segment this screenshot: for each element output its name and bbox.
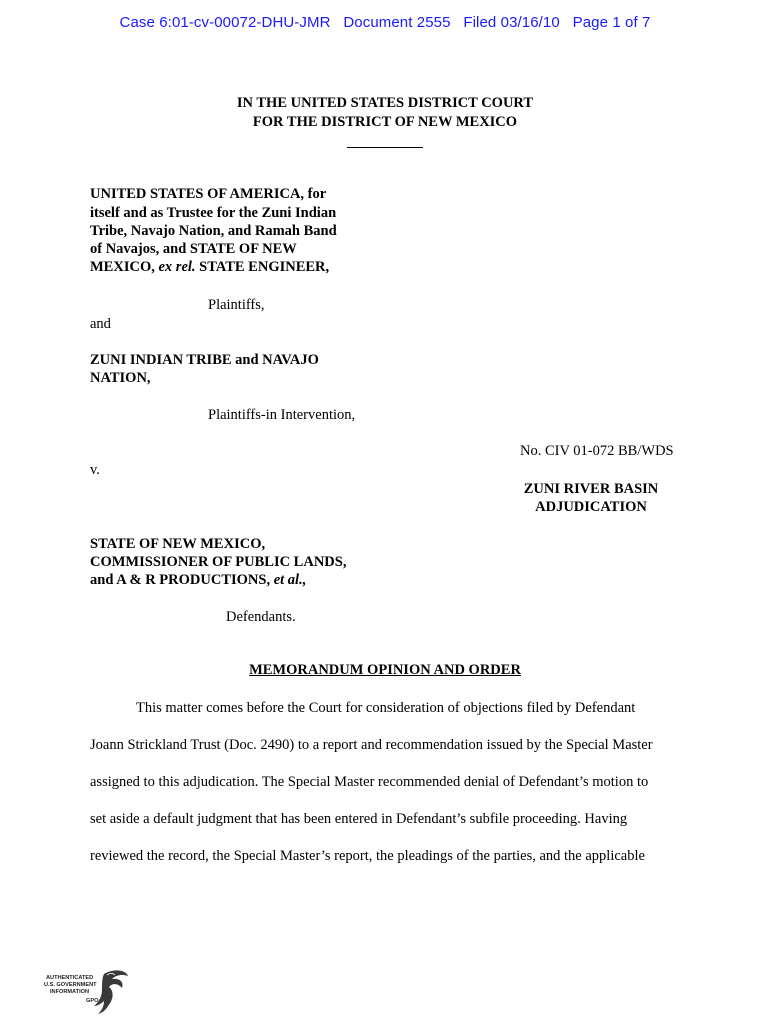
intervenor-line: NATION, xyxy=(90,370,151,386)
body-line: reviewed the record, the Special Master’s report, the pleadings of the parties, and the applicable xyxy=(90,848,645,864)
plaintiff-line: itself and as Trustee for the Zuni Indian xyxy=(90,205,337,221)
case-header-stamp: Case 6:01-cv-00072-DHU-JMR Document 2555 Filed 03/16/10 Page 1 of 7 xyxy=(119,14,651,31)
seal-line-4: GPO xyxy=(86,998,99,1004)
adjudication-title-line-1: ZUNI RIVER BASIN xyxy=(523,481,659,497)
gpo-authentication-seal xyxy=(44,966,130,1018)
ex-rel-italic: ex rel. xyxy=(158,259,196,275)
versus-label: v. xyxy=(90,462,100,478)
body-line: set aside a default judgment that has been entered in Defendant’s subfile proceeding. Having xyxy=(90,811,628,827)
plaintiff-line: UNITED STATES OF AMERICA, for xyxy=(90,186,327,202)
memorandum-title: MEMORANDUM OPINION AND ORDER xyxy=(249,662,521,678)
seal-line-2: U.S. GOVERNMENT xyxy=(44,982,97,988)
eagle-icon xyxy=(94,970,128,1014)
plaintiff-line: of Navajos, and STATE OF NEW xyxy=(90,241,297,257)
defendant-line: COMMISSIONER OF PUBLIC LANDS, xyxy=(90,554,347,570)
court-title-line-2: FOR THE DISTRICT OF NEW MEXICO xyxy=(252,114,518,130)
defendant-line-last xyxy=(90,572,306,589)
title-divider xyxy=(347,147,423,148)
intervenor-line: ZUNI INDIAN TRIBE and NAVAJO xyxy=(90,352,319,368)
plaintiffs-role-label: Plaintiffs, xyxy=(208,297,265,313)
et-al-italic: et al., xyxy=(273,572,307,588)
intervenors-role-label: Plaintiffs-in Intervention, xyxy=(208,407,356,423)
case-number: No. CIV 01-072 BB/WDS xyxy=(520,443,674,459)
body-line: Joann Strickland Trust (Doc. 2490) to a report and recommendation issued by the Special Master xyxy=(90,737,653,753)
adjudication-title-line-2: ADJUDICATION xyxy=(535,499,647,515)
court-title-line-1: IN THE UNITED STATES DISTRICT COURT xyxy=(236,95,534,111)
state-engineer-text: STATE ENGINEER, xyxy=(195,259,330,275)
defendant-line: STATE OF NEW MEXICO, xyxy=(90,536,266,552)
seal-line-1: AUTHENTICATED xyxy=(46,975,94,981)
plaintiff-line-last xyxy=(90,259,329,276)
defendants-role-label: Defendants. xyxy=(226,609,296,625)
body-line: This matter comes before the Court for consideration of objections filed by Defendant xyxy=(136,700,636,716)
seal-line-3: INFORMATION xyxy=(50,989,90,995)
plaintiff-line: Tribe, Navajo Nation, and Ramah Band xyxy=(90,223,337,239)
and-label: and xyxy=(90,316,111,332)
defendant-line-text: and A & R PRODUCTIONS, xyxy=(90,572,274,588)
plaintiff-line-text: MEXICO, xyxy=(90,259,159,275)
body-line: assigned to this adjudication. The Special Master recommended denial of Defendant’s motion to xyxy=(90,774,649,790)
